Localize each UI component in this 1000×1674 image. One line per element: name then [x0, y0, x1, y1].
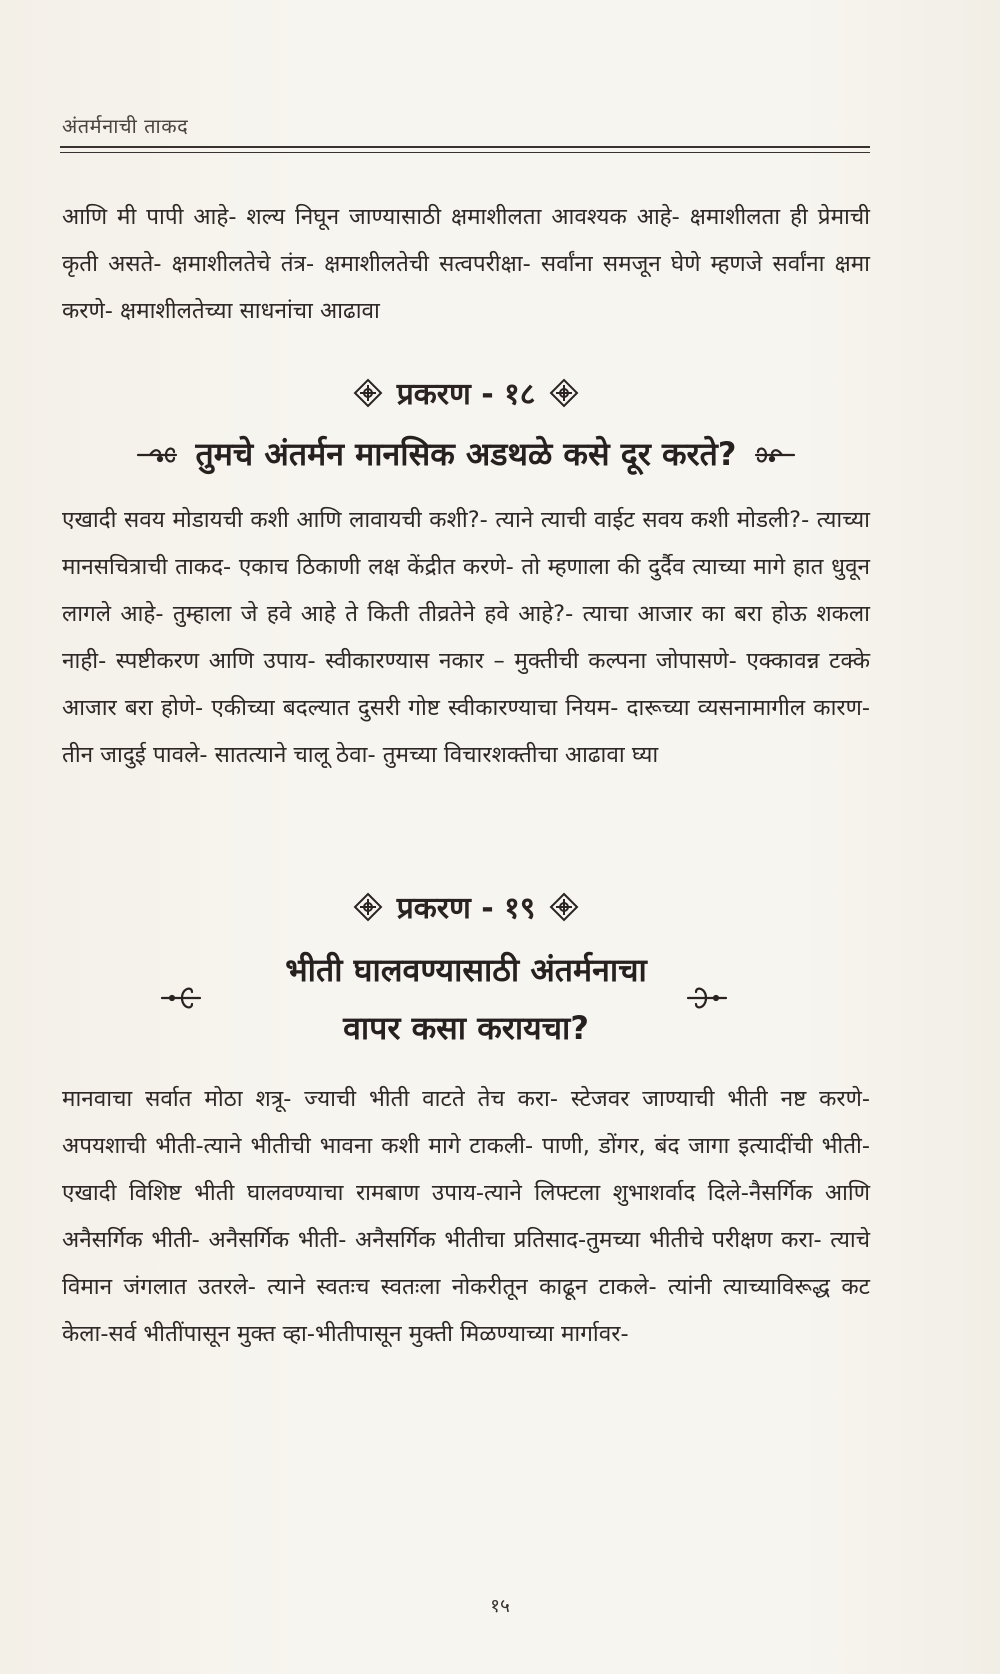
chapter-19-heading [62, 886, 870, 927]
chapter-18-heading [62, 372, 870, 413]
chapter-18-label: प्रकरण - १८ [396, 377, 536, 412]
scroll-flourish-icon [160, 980, 204, 1016]
paragraph-chapter-17-summary: आणि मी पापी आहे- शल्य निघून जाण्यासाठी क्षमाशीलता आवश्यक आहे- क्षमाशीलता ही प्रेमाची कृती असते- क्षमाशीलतेचे तंत्र- क्षमाशीलतेची सत्वपरीक्षा- सर्वांना समजून घेणे म्हणजे सर्वांना क्षमा करणे- क्षमाशीलतेच्या साधनांचा आढावा [62, 204, 870, 324]
paragraph-chapter-19-summary: मानवाचा सर्वात मोठा शत्रू- ज्याची भीती वाटते तेच करा- स्टेजवर जाण्याची भीती नष्ट करणे- अपयशाची भीती-त्याने भीतीची भावना कशी मागे टाकली- पाणी, डोंगर, बंद जागा इत्यादींची भीती- एखादी विशिष्ट भीती घालवण्याचा रामबाण उपाय-त्याने लिफ्टला शुभाशर्वाद दिले-नैसर्गिक आणि अनैसर्गिक भीती- अनैसर्गिक भीती- अनैसर्गिक भीतीचा प्रतिसाद-तुमच्या भीतीचे परीक्षण करा- त्याचे विमान जंगलात उतरले- त्याने स्वतःच स्वतःला नोकरीतून काढून टाकले- त्यांनी त्याच्याविरूद्ध कट केला-सर्व भीतींपासून मुक्त व्हा-भीतीपासून मुक्ती मिळण्याच्या मार्गावर- [62, 1086, 870, 1347]
scroll-flourish-icon [684, 980, 728, 1016]
chapter-18-title-text: तुमचे अंतर्मन मानसिक अडथळे कसे दूर करते? [195, 435, 737, 473]
diamond-flower-icon [353, 378, 383, 408]
running-header: अंतर्मनाची ताकद [62, 114, 189, 138]
diamond-flower-icon [549, 378, 579, 408]
paragraph-chapter-18-summary: एखादी सवय मोडायची कशी आणि लावायची कशी?- त्याने त्याची वाईट सवय कशी मोडली?- त्याच्या मानसचित्राची ताकद- एकाच ठिकाणी लक्ष केंद्रीत करणे- तो म्हणाला की दुर्दैव त्याच्या मागे हात धुवून लागले आहे- तुम्हाला जे हवे आहे ते किती तीव्रतेने हवे आहे?- त्याचा आजार का बरा होऊ शकला नाही- स्पष्टीकरण आणि उपाय- स्वीकारण्यास नकार – मुक्तीची कल्पना जोपासणे- एक्कावन्न टक्के आजार बरा होणे- एकीच्या बदल्यात दुसरी गोष्ट स्वीकारण्याचा नियम- दारूच्या व्यसनामागील कारण- तीन जादुई पावले- सातत्याने चालू ठेवा- तुमच्या विचारशक्तीचा आढावा घ्या [62, 507, 870, 768]
diamond-flower-icon [353, 892, 383, 922]
page-number: १५ [490, 1595, 510, 1617]
header-rule-thin [60, 152, 870, 153]
chapter-19-title [62, 948, 870, 1068]
chapter-19-title-line-1: भीती घालवण्यासाठी अंतर्मनाचा [285, 951, 647, 989]
chapter-19-title-line-2: वापर कसा करायचा? [343, 1009, 589, 1047]
scroll-flourish-icon [136, 439, 180, 469]
chapter-19-label: प्रकरण - १९ [396, 891, 536, 926]
header-rule [60, 146, 870, 148]
diamond-flower-icon [549, 892, 579, 922]
scroll-flourish-icon [752, 439, 796, 469]
chapter-18-title [62, 432, 870, 475]
